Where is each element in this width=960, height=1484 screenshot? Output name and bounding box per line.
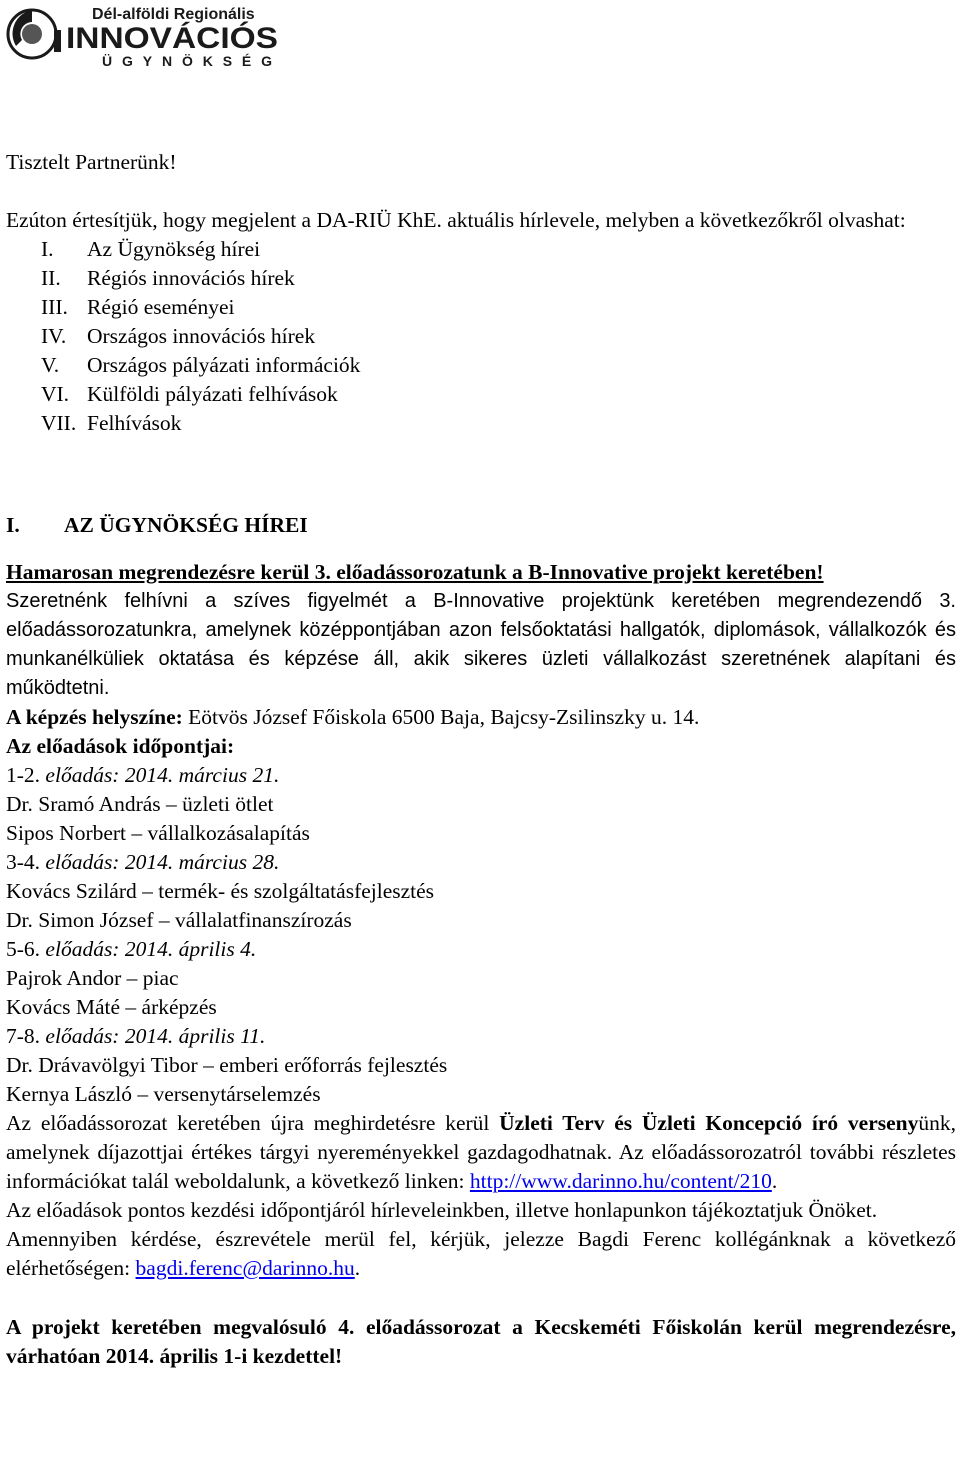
session-speaker: Dr. Drávavölgyi Tibor – emberi erőforrás fejlesztés	[6, 1053, 448, 1077]
toc-item: III. Régió eseményei	[41, 295, 235, 319]
toc-item: VII. Felhívások	[41, 411, 182, 435]
session-list	[6, 761, 956, 1109]
dates-label: Az előadások időpontjai:	[6, 734, 235, 758]
logo-line1: Dél-alföldi Regionális	[92, 6, 255, 23]
closing-announcement: A projekt keretében megvalósuló 4. előadássorozat a Kecskeméti Főiskolán kerül megrendezésre, várhatóan 2014. április 1-i kezdettel!	[6, 1315, 956, 1368]
session-date: 5-6. előadás: 2014. április 4.	[6, 937, 257, 961]
section-number: I.	[6, 513, 20, 537]
session-speaker: Dr. Simon József – vállalatfinanszírozás	[6, 908, 352, 932]
table-of-contents	[6, 235, 956, 438]
newsletter-body	[6, 148, 956, 1371]
article-paragraph-1: Szeretnénk felhívni a szíves figyelmét a B-Innovative projektünk keretében megrendezendő 3. előadássorozatunkra, amelynek középpontjában azon felsőoktatási hallgatók, diplomások, vállalkozók és munkanélküliek oktatása és képzése áll, akik sikeres üzleti vállalkozást szeretnének alapítani és működtetni.	[6, 590, 956, 699]
content-link[interactable]: http://www.darinno.hu/content/210	[469, 1169, 772, 1193]
session-speaker: Pajrok Andor – piac	[6, 966, 179, 990]
agency-logo	[6, 2, 278, 68]
logo-graphic	[6, 2, 278, 68]
session-speaker: Dr. Sramó András – üzleti ötlet	[6, 792, 274, 816]
session-speaker: Sipos Norbert – vállalkozásalapítás	[6, 821, 310, 845]
session-date: 3-4. előadás: 2014. március 28.	[6, 850, 280, 874]
session-speaker: Kovács Máté – árképzés	[6, 995, 217, 1019]
session-date: 1-2. előadás: 2014. március 21.	[6, 763, 280, 787]
email-link[interactable]: bagdi.ferenc@darinno.hu	[135, 1256, 355, 1280]
venue-line	[6, 703, 956, 732]
competition-name: Üzleti Terv és Üzleti Koncepció író verseny	[499, 1111, 919, 1135]
toc-item: II. Régiós innovációs hírek	[41, 266, 295, 290]
article-paragraph-3: Az előadások pontos kezdési időpontjáról hírleveleinkben, illetve honlapunkon tájékoztatjuk Önöket.	[6, 1198, 878, 1222]
intro-text: Ezúton értesítjük, hogy megjelent a DA-RIÜ KhE. aktuális hírlevele, melyben a következőkről olvashat:	[6, 208, 906, 232]
logo-line3: ÜGYNÖKSÉG	[102, 53, 272, 68]
section-title: AZ ÜGYNÖKSÉG HÍREI	[64, 513, 308, 537]
toc-item: VI. Külföldi pályázati felhívások	[41, 382, 338, 406]
session-speaker: Kovács Szilárd – termék- és szolgáltatásfejlesztés	[6, 879, 435, 903]
toc-item: IV. Országos innovációs hírek	[41, 324, 316, 348]
toc-item: V. Országos pályázati információk	[41, 353, 361, 377]
toc-item: I. Az Ügynökség hírei	[41, 237, 261, 261]
greeting: Tisztelt Partnerünk!	[6, 150, 177, 174]
article-paragraph-2: Az előadássorozat keretében újra meghirdetésre kerül Üzleti Terv és Üzleti Koncepció író versenyünk, amelynek díjazottjai értékes tárgyi nyereményekkel gazdagodhatnak. Az előadássorozatról további részletes információkat talál weboldalunk, a következő linken: http://www.darinno.hu/content/210.	[6, 1111, 956, 1193]
session-date: 7-8. előadás: 2014. április 11.	[6, 1024, 266, 1048]
article-paragraph-4: Amennyiben kérdése, észrevétele merül fel, kérjük, jelezze Bagdi Ferenc kollégánknak a következő elérhetőségen: bagdi.ferenc@darinno.hu.	[6, 1227, 956, 1280]
session-speaker: Kernya László – versenytárselemzés	[6, 1082, 321, 1106]
logo-line2: INNOVÁCIÓS	[66, 22, 257, 55]
article-headline: Hamarosan megrendezésre kerül 3. előadássorozatunk a B-Innovative projekt keretében!	[6, 560, 824, 584]
section-heading	[6, 511, 956, 540]
venue-value: Eötvös József Főiskola 6500 Baja, Bajcsy-Zsilinszky u. 14.	[182, 705, 700, 729]
venue-label: A képzés helyszíne:	[6, 705, 183, 729]
